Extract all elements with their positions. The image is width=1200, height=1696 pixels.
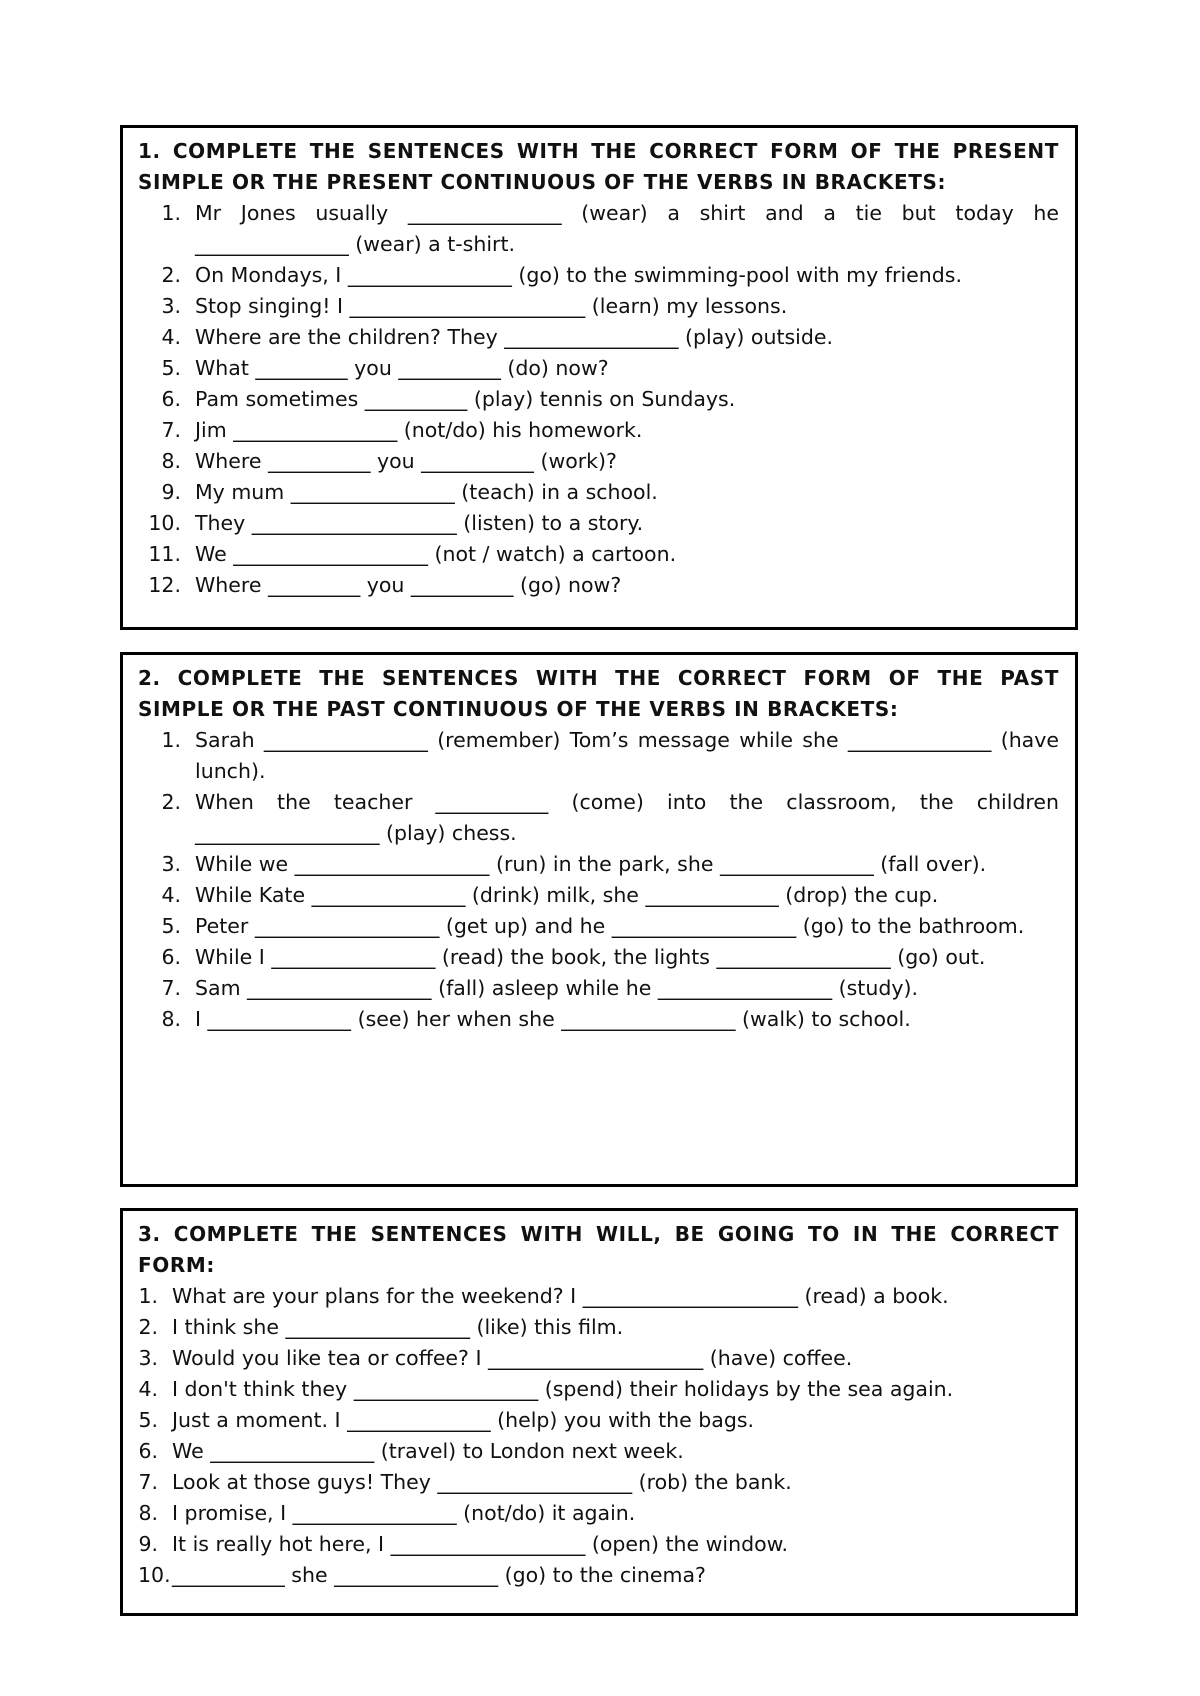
list-item: [138, 1312, 1059, 1343]
item-number: 2.: [161, 263, 181, 287]
item-number: 6.: [161, 387, 181, 411]
item-number: 3.: [161, 852, 181, 876]
list-item: [138, 322, 1059, 353]
item-number: 2.: [138, 1315, 158, 1339]
exercise-section-2: [120, 652, 1078, 1187]
list-item: [138, 198, 1066, 260]
section-heading: 2. COMPLETE THE SENTENCES WITH THE CORRECT FORM OF THE PAST SIMPLE OR THE PAST CONTINUOUS OF THE VERBS IN BRACKETS:: [138, 666, 1059, 721]
list-item: [138, 1529, 1059, 1560]
list-item: [138, 1498, 1059, 1529]
list-item: [138, 508, 1059, 539]
list-item: [138, 353, 1059, 384]
item-text: I don't think they __________________ (spend) their holidays by the sea again.: [172, 1377, 954, 1401]
item-number: 9.: [138, 1532, 158, 1556]
exercise-list: [138, 198, 1066, 601]
item-text: While I ________________ (read) the book, the lights _________________ (go) out.: [195, 945, 986, 969]
item-number: 2.: [161, 790, 181, 814]
item-number: 6.: [161, 945, 181, 969]
item-number: 7.: [138, 1470, 158, 1494]
item-number: 1.: [161, 728, 181, 752]
item-text: Where _________ you __________ (go) now?: [195, 573, 622, 597]
item-number: 5.: [138, 1408, 158, 1432]
item-number: 11.: [148, 542, 181, 566]
item-number: 7.: [161, 976, 181, 1000]
list-item: [138, 911, 1059, 942]
item-number: 3.: [138, 1346, 158, 1370]
exercise-list: [138, 725, 1066, 1035]
item-text: ___________ she ________________ (go) to the cinema?: [172, 1563, 706, 1587]
item-number: 4.: [138, 1377, 158, 1401]
list-item: [138, 1343, 1059, 1374]
item-text: I think she __________________ (like) this film.: [172, 1315, 624, 1339]
item-number: 8.: [161, 449, 181, 473]
item-text: Just a moment. I ______________ (help) you with the bags.: [172, 1408, 755, 1432]
item-text: We ________________ (travel) to London next week.: [172, 1439, 684, 1463]
item-text: On Mondays, I ________________ (go) to the swimming-pool with my friends.: [195, 263, 962, 287]
item-text: While Kate _______________ (drink) milk, she _____________ (drop) the cup.: [195, 883, 939, 907]
section-heading: 1. COMPLETE THE SENTENCES WITH THE CORRECT FORM OF THE PRESENT SIMPLE OR THE PRESENT CONTINUOUS OF THE VERBS IN BRACKETS:: [138, 139, 1059, 194]
item-text: What are your plans for the weekend? I _____________________ (read) a book.: [172, 1284, 949, 1308]
exercise-section-3: [120, 1208, 1078, 1616]
item-number: 5.: [161, 356, 181, 380]
list-item: [138, 880, 1059, 911]
item-text: When the teacher ___________ (come) into the classroom, the children __________________ (play) chess.: [195, 790, 1066, 845]
item-text: While we ___________________ (run) in the park, she _______________ (fall over).: [195, 852, 987, 876]
item-text: Stop singing! I _______________________ (learn) my lessons.: [195, 294, 788, 318]
item-text: Would you like tea or coffee? I _____________________ (have) coffee.: [172, 1346, 853, 1370]
section-heading: 3. COMPLETE THE SENTENCES WITH WILL, BE GOING TO IN THE CORRECT FORM:: [138, 1222, 1059, 1277]
list-item: [138, 384, 1059, 415]
item-number: 10.: [138, 1563, 171, 1587]
item-text: Sarah ________________ (remember) Tom’s message while she ______________ (have lunch).: [195, 728, 1066, 783]
list-item: [138, 973, 1059, 1004]
item-number: 1.: [161, 201, 181, 225]
item-text: Jim ________________ (not/do) his homework.: [195, 418, 643, 442]
item-number: 12.: [148, 573, 181, 597]
list-item: [138, 1405, 1059, 1436]
list-item: [138, 570, 1059, 601]
item-text: What _________ you __________ (do) now?: [195, 356, 609, 380]
item-number: 7.: [161, 418, 181, 442]
item-text: My mum ________________ (teach) in a school.: [195, 480, 658, 504]
item-text: We ___________________ (not / watch) a cartoon.: [195, 542, 677, 566]
list-item: [138, 1004, 1059, 1035]
item-text: It is really hot here, I ___________________ (open) the window.: [172, 1532, 789, 1556]
item-text: I ______________ (see) her when she _________________ (walk) to school.: [195, 1007, 911, 1031]
list-item: [138, 1560, 1059, 1591]
list-item: [138, 787, 1066, 849]
item-text: Sam __________________ (fall) asleep while he _________________ (study).: [195, 976, 918, 1000]
exercise-section-1: [120, 125, 1078, 630]
item-number: 4.: [161, 883, 181, 907]
item-text: Peter __________________ (get up) and he __________________ (go) to the bathroom.: [195, 914, 1025, 938]
list-item: [138, 849, 1059, 880]
item-text: Pam sometimes __________ (play) tennis on Sundays.: [195, 387, 736, 411]
list-item: [138, 477, 1059, 508]
item-number: 3.: [161, 294, 181, 318]
list-item: [138, 1467, 1059, 1498]
item-number: 10.: [148, 511, 181, 535]
item-text: Where are the children? They _________________ (play) outside.: [195, 325, 834, 349]
list-item: [138, 539, 1059, 570]
item-number: 1.: [138, 1284, 158, 1308]
list-item: [138, 1436, 1059, 1467]
item-text: I promise, I ________________ (not/do) it again.: [172, 1501, 636, 1525]
item-number: 6.: [138, 1439, 158, 1463]
list-item: [138, 1281, 1059, 1312]
item-text: Mr Jones usually _______________ (wear) a shirt and a tie but today he _______________ (wear) a t-shirt.: [195, 201, 1066, 256]
exercise-list: [138, 1281, 1059, 1591]
item-number: 9.: [161, 480, 181, 504]
item-number: 5.: [161, 914, 181, 938]
list-item: [138, 725, 1066, 787]
list-item: [138, 942, 1059, 973]
list-item: [138, 415, 1059, 446]
list-item: [138, 446, 1059, 477]
item-number: 8.: [138, 1501, 158, 1525]
item-number: 4.: [161, 325, 181, 349]
item-text: Where __________ you ___________ (work)?: [195, 449, 617, 473]
list-item: [138, 1374, 1059, 1405]
item-text: They ____________________ (listen) to a story.: [195, 511, 644, 535]
list-item: [138, 291, 1059, 322]
item-text: Look at those guys! They ___________________ (rob) the bank.: [172, 1470, 792, 1494]
list-item: [138, 260, 1059, 291]
item-number: 8.: [161, 1007, 181, 1031]
